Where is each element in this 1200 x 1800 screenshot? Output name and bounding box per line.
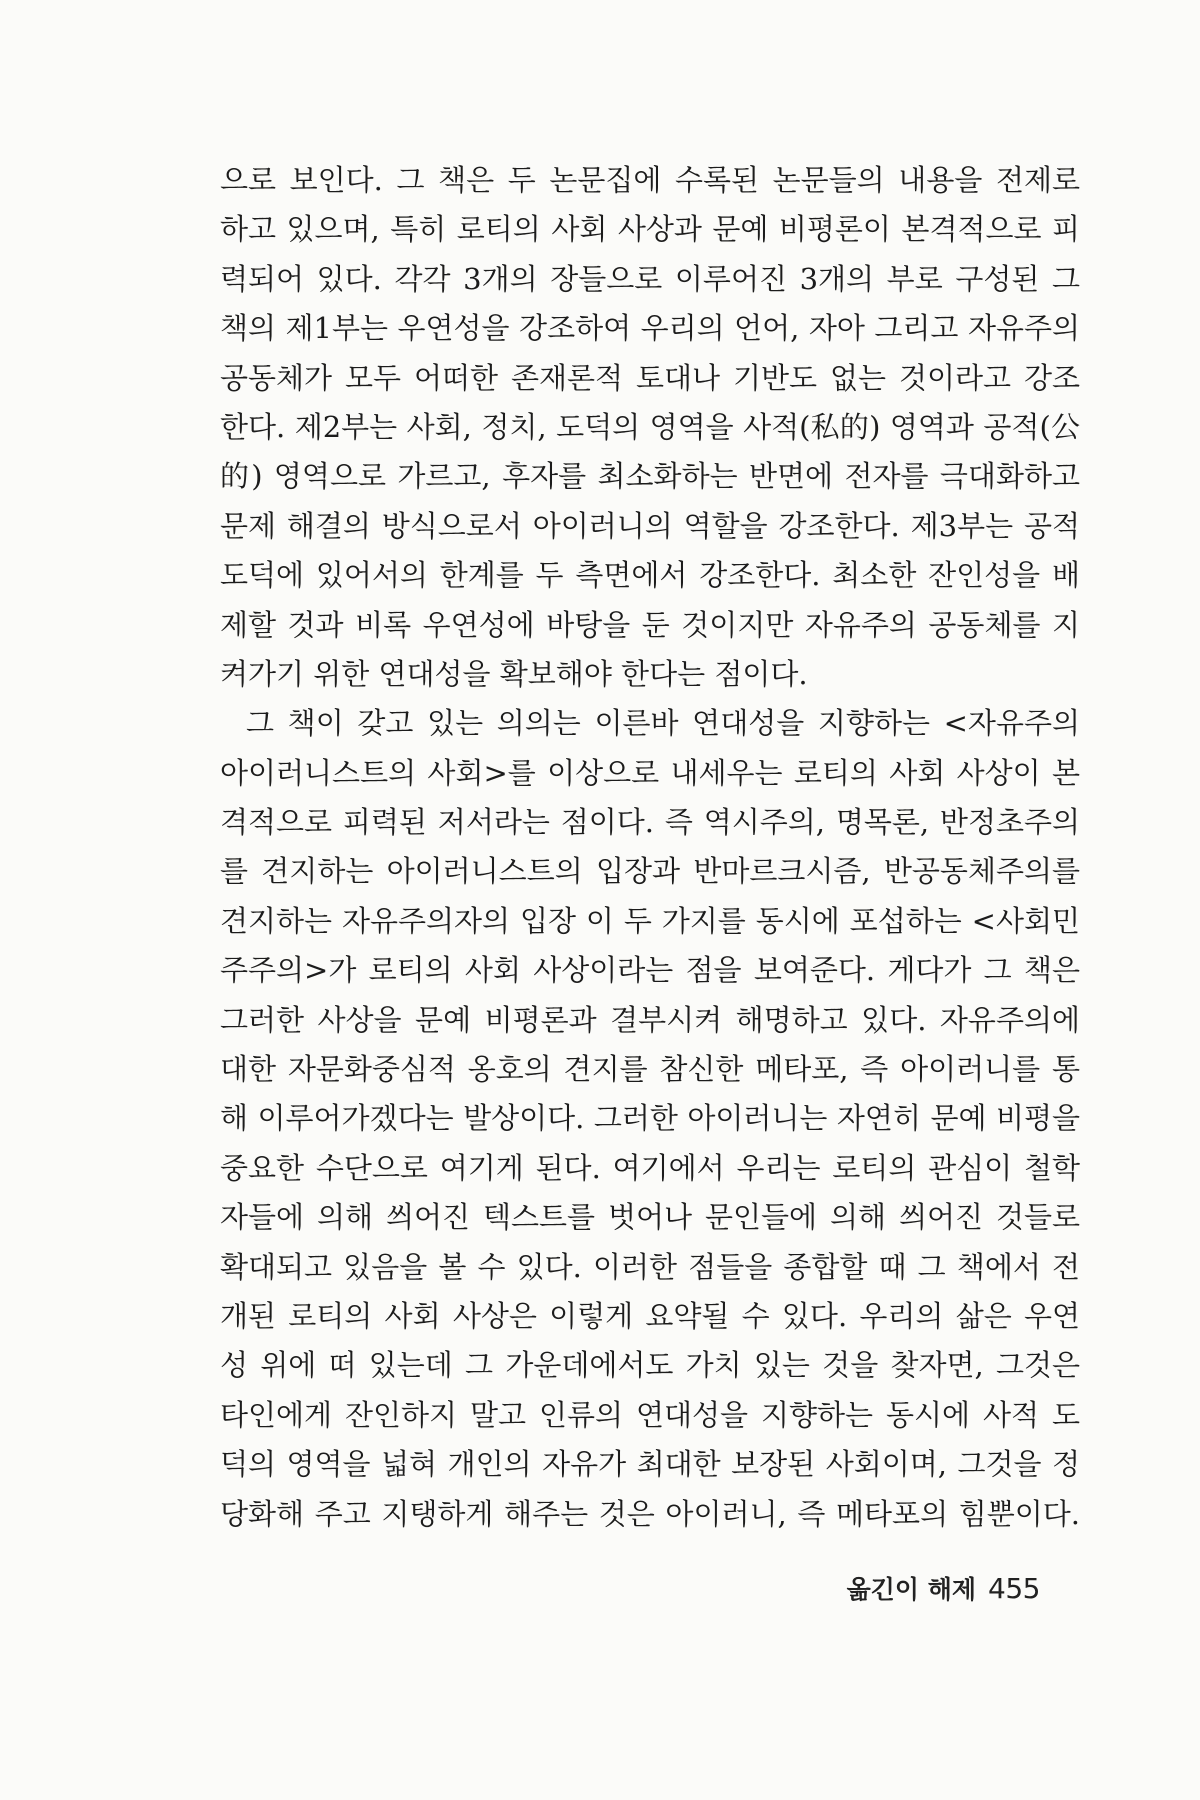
text-line: 성 위에 떠 있는데 그 가운데에서도 가치 있는 것을 찾자면, 그것은 [220,1348,1080,1383]
text-line: 문제 해결의 방식으로서 아이러니의 역할을 강조한다. 제3부는 공적 [220,508,1080,543]
text-line: 당화해 주고 지탱하게 해주는 것은 아이러니, 즉 메타포의 힘뿐이다. [220,1496,1080,1531]
text-line: 력되어 있다. 각각 3개의 장들으로 이루어진 3개의 부로 구성된 그 [220,261,1080,296]
text-line: 자들에 의해 씌어진 텍스트를 벗어나 문인들에 의해 씌어진 것들로 [220,1200,1080,1235]
text-line: 견지하는 자유주의자의 입장 이 두 가지를 동시에 포섭하는 <사회민 [220,903,1080,938]
text-line: 주주의>가 로티의 사회 사상이라는 점을 보여준다. 게다가 그 책은 [220,953,1080,988]
page-footer [847,1570,1040,1606]
text-line: 덕의 영역을 넓혀 개인의 자유가 최대한 보장된 사회이며, 그것을 정 [220,1447,1080,1482]
text-line: 으로 보인다. 그 책은 두 논문집에 수록된 논문들의 내용을 전제로 [220,163,1080,197]
body-text [220,156,1080,1539]
text-line: 그 책이 갖고 있는 의의는 이른바 연대성을 지향하는 <자유주의 [246,706,1080,741]
text-line: 개된 로티의 사회 사상은 이렇게 요약될 수 있다. 우리의 삶은 우연 [220,1298,1080,1333]
text-line: 한다. 제2부는 사회, 정치, 도덕의 영역을 사적(私的) 영역과 공적(公 [220,409,1080,444]
text-line: 를 견지하는 아이러니스트의 입장과 반마르크시즘, 반공동체주의를 [220,854,1080,889]
text-line: 격적으로 피력된 저서라는 점이다. 즉 역시주의, 명목론, 반정초주의 [220,805,1080,840]
text-line: 켜가기 위한 연대성을 확보해야 한다는 점이다. [220,656,808,691]
running-header: 옮긴이 해제 [846,1575,977,1604]
text-line: 공동체가 모두 어떠한 존재론적 토대나 기반도 없는 것이라고 강조 [220,360,1080,395]
text-line: 그러한 사상을 문예 비평론과 결부시켜 해명하고 있다. 자유주의에 [220,1002,1080,1037]
text-line: 중요한 수단으로 여기게 된다. 여기에서 우리는 로티의 관심이 철학 [220,1150,1080,1185]
text-line: 제할 것과 비록 우연성에 바탕을 둔 것이지만 자유주의 공동체를 지 [220,607,1080,642]
paragraph-1 [220,156,1080,699]
text-line: 타인에게 잔인하지 말고 인류의 연대성을 지향하는 동시에 사적 도 [220,1397,1080,1432]
paragraph-2 [220,699,1080,1539]
text-line: 하고 있으며, 특히 로티의 사회 사상과 문예 비평론이 본격적으로 피 [220,212,1080,247]
text-line: 해 이루어가겠다는 발상이다. 그러한 아이러니는 자연히 문예 비평을 [220,1101,1080,1136]
text-line: 아이러니스트의 사회>를 이상으로 내세우는 로티의 사회 사상이 본 [220,755,1080,790]
text-line: 대한 자문화중심적 옹호의 견지를 참신한 메타포, 즉 아이러니를 통 [220,1052,1080,1087]
text-line: 책의 제1부는 우연성을 강조하여 우리의 언어, 자아 그리고 자유주의 [220,311,1080,346]
text-line: 的) 영역으로 가르고, 후자를 최소화하는 반면에 전자를 극대화하고 [220,459,1080,494]
text-line: 도덕에 있어서의 한계를 두 측면에서 강조한다. 최소한 잔인성을 배 [220,558,1080,593]
page-number: 455 [988,1572,1040,1605]
text-line: 확대되고 있음을 볼 수 있다. 이러한 점들을 종합할 때 그 책에서 전 [220,1249,1080,1284]
